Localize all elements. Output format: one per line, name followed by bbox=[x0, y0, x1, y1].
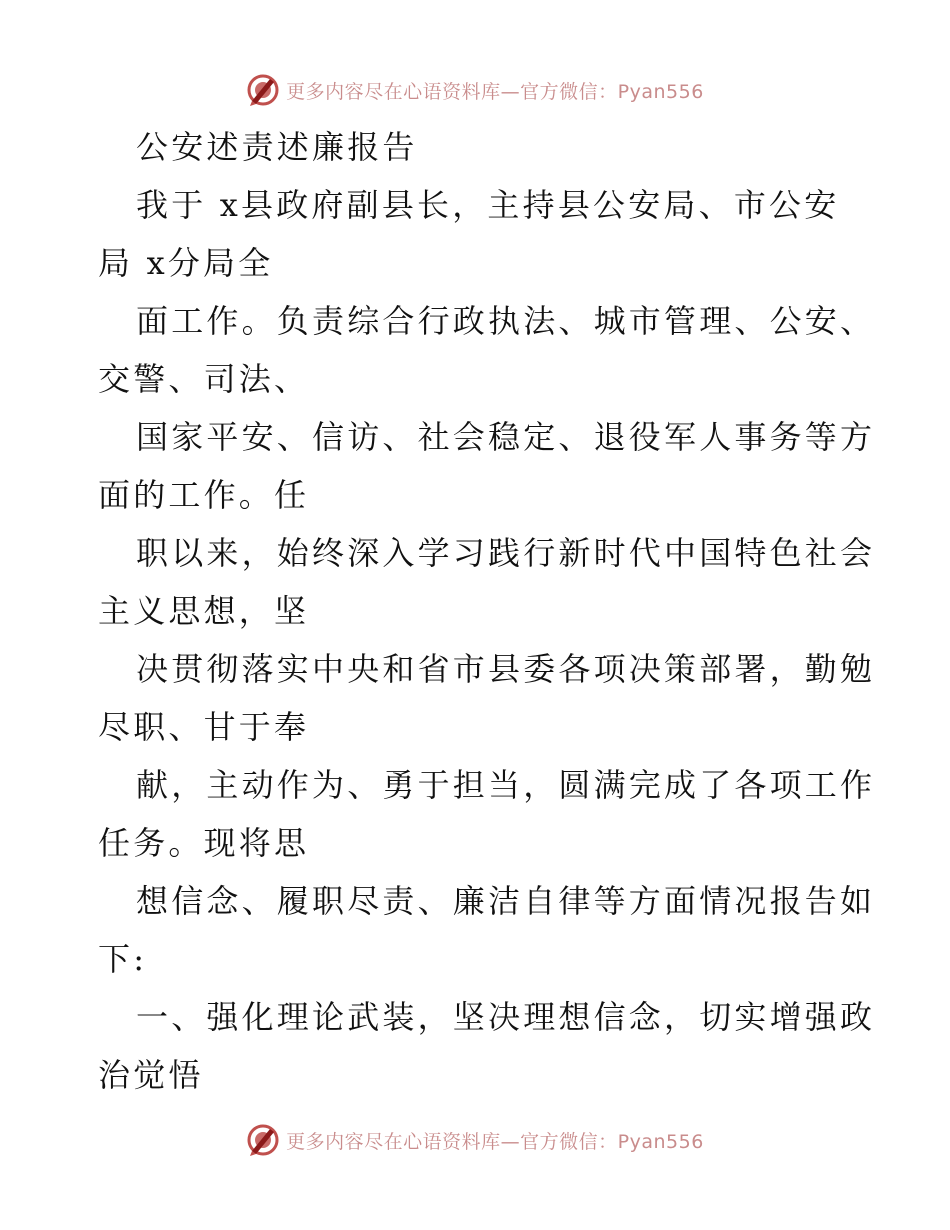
footer-watermark bbox=[0, 1122, 950, 1158]
paragraph-line: 尽职、甘于奉 bbox=[98, 708, 310, 746]
paragraph-line: 任务。现将思 bbox=[98, 824, 310, 862]
paragraph-line: 决贯彻落实中央和省市县委各项决策部署，勤勉 bbox=[136, 650, 876, 688]
paragraph-line: 交警、司法、 bbox=[98, 360, 310, 398]
header-watermark bbox=[0, 72, 950, 108]
pen-logo-icon bbox=[246, 73, 280, 107]
paragraph-line: 面的工作。任 bbox=[98, 476, 310, 514]
paragraph-line: 下: bbox=[98, 940, 148, 978]
paragraph-line: 职以来，始终深入学习践行新时代中国特色社会 bbox=[136, 534, 876, 572]
section-heading: 一、强化理论武装，坚决理想信念，切实增强政 bbox=[136, 998, 876, 1036]
watermark-text: 更多内容尽在心语资料库—官方微信：Pyan556 bbox=[286, 1130, 704, 1153]
watermark-text: 更多内容尽在心语资料库—官方微信：Pyan556 bbox=[286, 80, 704, 103]
section-heading-continued: 治觉悟 bbox=[98, 1056, 204, 1094]
paragraph-line: 国家平安、信访、社会稳定、退役军人事务等方 bbox=[136, 418, 876, 456]
paragraph-line: 献，主动作为、勇于担当，圆满完成了各项工作 bbox=[136, 766, 876, 804]
paragraph-line: 局 x分局全 bbox=[98, 244, 274, 282]
paragraph-line: 想信念、履职尽责、廉洁自律等方面情况报告如 bbox=[136, 882, 876, 920]
paragraph-line: 主义思想，坚 bbox=[98, 592, 310, 630]
paragraph-line: 我于 x县政府副县长，主持县公安局、市公安 bbox=[136, 186, 840, 224]
pen-logo-icon bbox=[246, 1123, 280, 1157]
paragraph-line: 面工作。负责综合行政执法、城市管理、公安、 bbox=[136, 302, 876, 340]
document-title: 公安述责述廉报告 bbox=[136, 128, 418, 166]
